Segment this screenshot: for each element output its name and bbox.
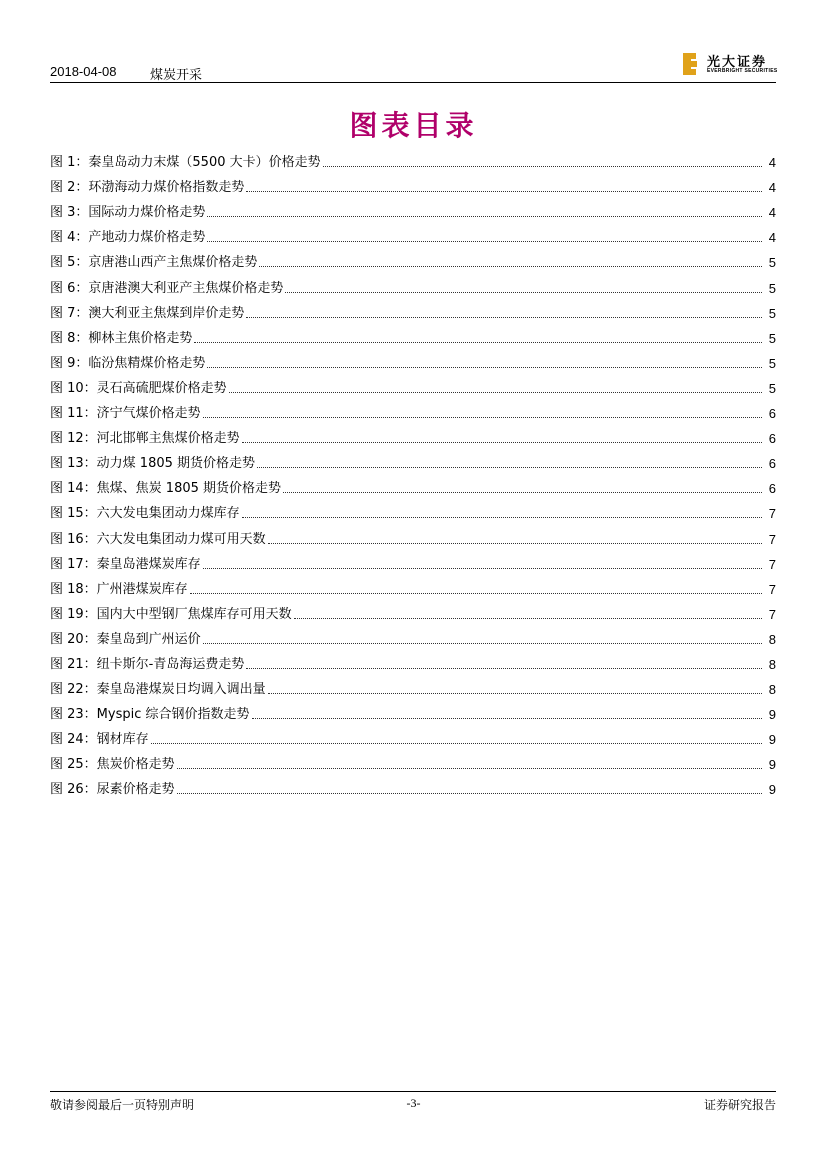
toc-entry-label: 图 7：澳大利亚主焦煤到岸价走势 <box>50 305 245 321</box>
page-title: 图表目录 <box>349 109 478 142</box>
toc-entry-page: 9 <box>768 782 776 798</box>
toc-entry[interactable] <box>50 574 776 599</box>
toc-entry-label: 图 14：焦煤、焦炭 1805 期货价格走势 <box>50 481 282 497</box>
toc-leader-dots <box>194 342 762 343</box>
toc-entry[interactable] <box>50 398 776 423</box>
toc-entry-label: 图 21：纽卡斯尔-青岛海运费走势 <box>50 656 245 672</box>
toc-entry-page: 7 <box>768 556 776 572</box>
toc-entry-label: 图 26：尿素价格走势 <box>50 782 175 798</box>
toc-entry[interactable] <box>50 222 776 247</box>
toc-leader-dots <box>257 467 762 468</box>
logo-chinese-name: 光大证券 <box>707 55 768 70</box>
toc-entry[interactable] <box>50 323 776 348</box>
toc-entry[interactable] <box>50 724 776 749</box>
toc-entry-page: 6 <box>768 481 776 497</box>
toc-leader-dots <box>203 417 762 418</box>
toc-entry-page: 5 <box>768 305 776 321</box>
toc-entry[interactable] <box>50 699 776 724</box>
toc-leader-dots <box>294 618 762 619</box>
toc-entry[interactable] <box>50 298 776 323</box>
toc-entry-label: 图 13：动力煤 1805 期货价格走势 <box>50 456 256 472</box>
toc-entry-page: 8 <box>768 656 776 672</box>
toc-leader-dots <box>242 442 762 443</box>
toc-leader-dots <box>285 292 762 293</box>
toc-entry-page: 7 <box>768 506 776 522</box>
toc-entry-page: 9 <box>768 707 776 723</box>
toc-leader-dots <box>268 543 762 544</box>
toc-leader-dots <box>246 317 762 318</box>
toc-entry-page: 6 <box>768 456 776 472</box>
toc-leader-dots <box>207 367 762 368</box>
toc-entry[interactable] <box>50 448 776 473</box>
toc-entry-label: 图 17：秦皇岛港煤炭库存 <box>50 556 201 572</box>
toc-leader-dots <box>252 718 762 719</box>
toc-leader-dots <box>242 517 762 518</box>
toc-entry-label: 图 25：焦炭价格走势 <box>50 757 175 773</box>
logo-mark-icon <box>683 53 697 75</box>
toc-entry-label: 图 23：Myspic 综合钢价指数走势 <box>50 707 250 723</box>
toc-leader-dots <box>177 793 762 794</box>
toc-entry-page: 6 <box>768 406 776 422</box>
toc-entry[interactable] <box>50 473 776 498</box>
toc-entry-page: 8 <box>768 631 776 647</box>
page-header <box>50 62 776 82</box>
footer-disclaimer: 敬请参阅最后一页特别声明 <box>50 1098 195 1112</box>
toc-leader-dots <box>246 191 762 192</box>
toc-entry-label: 图 1：秦皇岛动力末煤（5500 大卡）价格走势 <box>50 155 321 171</box>
toc-entry-page: 4 <box>768 155 776 171</box>
toc-entry[interactable] <box>50 272 776 297</box>
toc-leader-dots <box>190 593 762 594</box>
toc-entry-label: 图 15：六大发电集团动力煤库存 <box>50 506 240 522</box>
toc-entry-page: 5 <box>768 355 776 371</box>
toc-entry-page: 4 <box>768 180 776 196</box>
toc-entry-label: 图 10：灵石高硫肥煤价格走势 <box>50 380 227 396</box>
toc-entry[interactable] <box>50 348 776 373</box>
toc-entry-label: 图 2：环渤海动力煤价格指数走势 <box>50 180 245 196</box>
toc-entry[interactable] <box>50 523 776 548</box>
toc-entry[interactable] <box>50 674 776 699</box>
toc-entry-page: 5 <box>768 255 776 271</box>
toc-entry-page: 5 <box>768 380 776 396</box>
toc-entry-label: 图 9：临汾焦精煤价格走势 <box>50 355 206 371</box>
toc-leader-dots <box>151 743 762 744</box>
toc-entry-page: 4 <box>768 205 776 221</box>
toc-entry-label: 图 16：六大发电集团动力煤可用天数 <box>50 531 266 547</box>
toc-entry[interactable] <box>50 549 776 574</box>
toc-leader-dots <box>203 643 762 644</box>
toc-entry-page: 7 <box>768 531 776 547</box>
toc-leader-dots <box>246 668 762 669</box>
toc-entry-page: 7 <box>768 581 776 597</box>
company-logo <box>683 51 778 79</box>
footer-divider <box>50 1091 776 1092</box>
toc-entry-label: 图 20：秦皇岛到广州运价 <box>50 631 201 647</box>
toc-entry[interactable] <box>50 749 776 774</box>
header-divider <box>50 82 776 83</box>
report-date: 2018-04-08 <box>50 64 117 79</box>
toc-entry-label: 图 12：河北邯郸主焦煤价格走势 <box>50 431 240 447</box>
toc-leader-dots <box>283 492 762 493</box>
toc-leader-dots <box>259 266 762 267</box>
figure-list <box>50 147 776 799</box>
toc-entry[interactable] <box>50 624 776 649</box>
toc-entry-label: 图 8：柳林主焦价格走势 <box>50 330 193 346</box>
toc-entry[interactable] <box>50 649 776 674</box>
toc-leader-dots <box>229 392 762 393</box>
toc-entry-label: 图 4：产地动力煤价格走势 <box>50 230 206 246</box>
toc-entry-page: 9 <box>768 757 776 773</box>
toc-leader-dots <box>203 568 762 569</box>
toc-entry-label: 图 5：京唐港山西产主焦煤价格走势 <box>50 255 258 271</box>
toc-entry-label: 图 18：广州港煤炭库存 <box>50 581 188 597</box>
toc-entry-page: 4 <box>768 230 776 246</box>
footer-report-type: 证券研究报告 <box>703 1098 776 1112</box>
toc-entry-label: 图 24：钢材库存 <box>50 732 149 748</box>
toc-entry[interactable] <box>50 247 776 272</box>
toc-entry-page: 9 <box>768 732 776 748</box>
toc-entry-page: 5 <box>768 280 776 296</box>
toc-entry-page: 8 <box>768 682 776 698</box>
toc-entry[interactable] <box>50 774 776 799</box>
toc-entry-page: 7 <box>768 606 776 622</box>
toc-entry[interactable] <box>50 373 776 398</box>
toc-entry-label: 图 11：济宁气煤价格走势 <box>50 406 201 422</box>
toc-leader-dots <box>207 241 762 242</box>
toc-entry-page: 6 <box>768 431 776 447</box>
toc-entry-label: 图 19：国内大中型钢厂焦煤库存可用天数 <box>50 606 292 622</box>
toc-entry[interactable] <box>50 172 776 197</box>
toc-leader-dots <box>268 693 762 694</box>
toc-leader-dots <box>323 166 762 167</box>
toc-leader-dots <box>177 768 762 769</box>
toc-entry[interactable] <box>50 147 776 172</box>
toc-entry[interactable] <box>50 498 776 523</box>
toc-entry[interactable] <box>50 423 776 448</box>
logo-english-name: EVERBRIGHT SECURITIES <box>707 68 778 74</box>
toc-leader-dots <box>207 216 762 217</box>
toc-entry-label: 图 3：国际动力煤价格走势 <box>50 205 206 221</box>
page-number: -3- <box>406 1096 421 1110</box>
toc-entry-label: 图 22：秦皇岛港煤炭日均调入调出量 <box>50 682 266 698</box>
toc-entry-label: 图 6：京唐港澳大利亚产主焦煤价格走势 <box>50 280 284 296</box>
report-category: 煤炭开采 <box>150 68 203 83</box>
toc-entry-page: 5 <box>768 330 776 346</box>
toc-entry[interactable] <box>50 197 776 222</box>
toc-entry[interactable] <box>50 599 776 624</box>
